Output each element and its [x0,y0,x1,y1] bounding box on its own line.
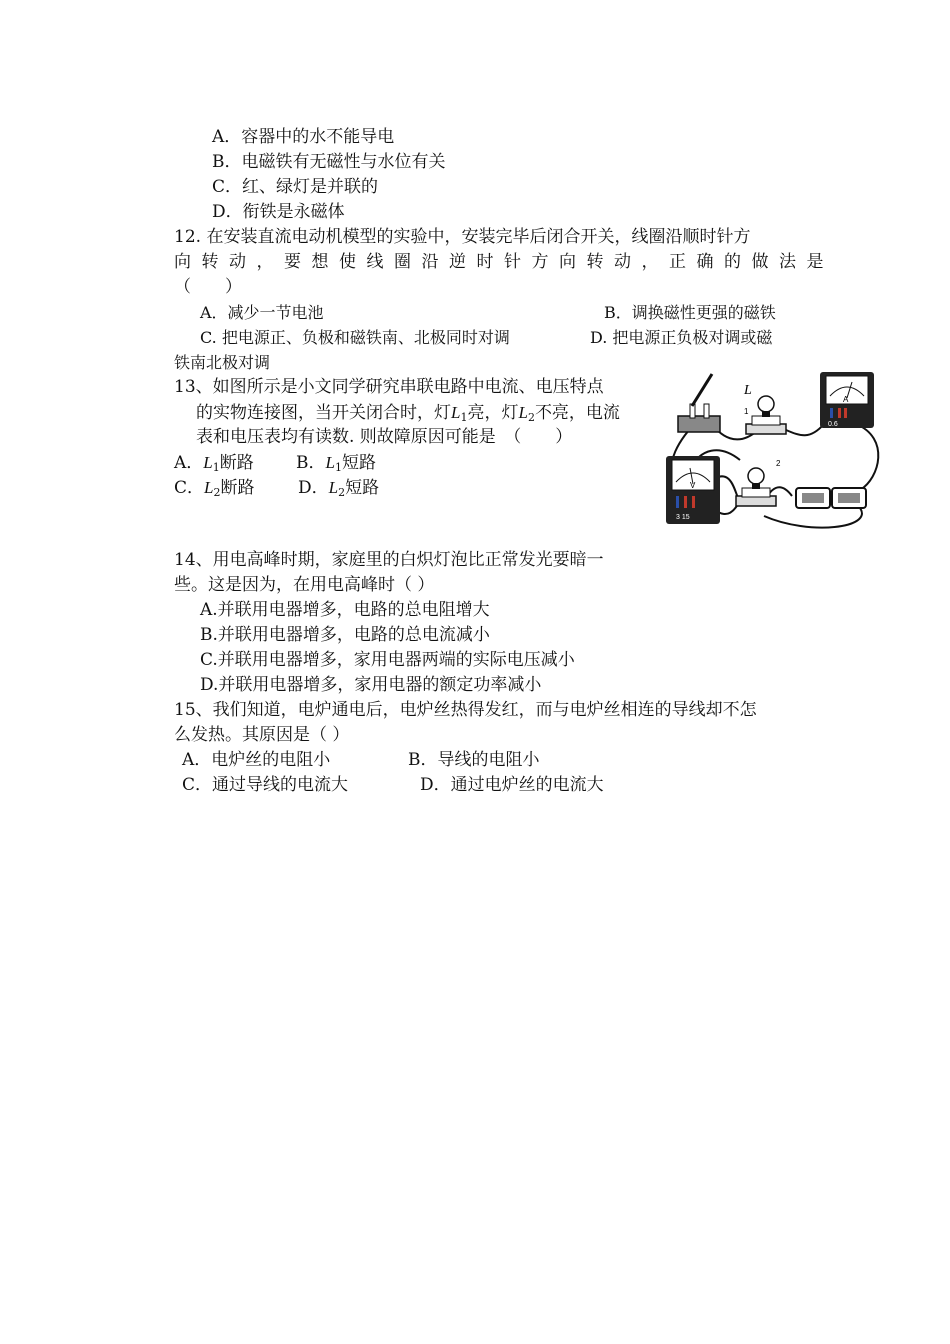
q13-option-d: D．$L_2$短路 [298,478,380,499]
lamp-label: L [744,383,752,398]
q12-option-d: D. 把电源正负极对调或磁 [590,328,773,347]
q14-option-a: A.并联用电器增多，电路的总电阻增大 [200,600,490,620]
q11-option-a: A．容器中的水不能导电 [212,127,395,147]
lamp1-number: 1 [744,407,749,416]
q12-answer-paren: （ ） [174,277,242,297]
q12-stem-line1: 12. 在安装直流电动机模型的实验中，安装完毕后闭合开关，线圈沿顺时针方 [174,227,751,247]
q14-stem-line2: 些。这是因为，在用电高峰时（ ） [174,575,435,595]
q12-option-b: B．调换磁性更强的磁铁 [604,303,776,322]
q13-stem-line3: 表和电压表均有读数. 则故障原因可能是 （ ） [196,427,573,447]
q13-stem-line2: 的实物连接图，当开关闭合时，灯$L_1$亮，灯$L_2$不亮，电流 [196,403,620,424]
q13-option-a: A．$L_1$断路 [174,453,254,474]
battery-1 [796,488,830,508]
q12-option-a: A．减少一节电池 [200,303,324,322]
lamp-2 [736,468,776,506]
ammeter-letter: A [843,395,849,404]
q15-option-c: C．通过导线的电流大 [182,775,349,795]
q14-option-d: D.并联用电器增多，家用电器的额定功率减小 [200,675,542,695]
q11-option-d: D．衔铁是永磁体 [212,202,345,222]
q15-option-b: B．导线的电阻小 [408,750,540,770]
q14-option-c: C.并联用电器增多，家用电器两端的实际电压减小 [200,650,575,670]
q11-option-b: B．电磁铁有无磁性与水位有关 [212,152,446,172]
q12-option-d-continued: 铁南北极对调 [174,353,271,372]
battery-2 [832,488,866,508]
switch [678,374,720,432]
q14-stem-line1: 14、用电高峰时期，家庭里的白炽灯泡比正常发光要暗一 [174,550,604,570]
circuit-diagram [660,368,880,540]
q15-stem-line1: 15、我们知道，电炉通电后，电炉丝热得发红，而与电炉丝相连的导线却不怎 [174,700,757,720]
q11-option-c: C．红、绿灯是并联的 [212,177,379,197]
q13-stem-line1: 13、如图所示是小文同学研究串联电路中电流、电压特点 [174,377,604,397]
voltmeter [666,456,720,524]
q13-option-b: B．$L_1$短路 [296,453,376,474]
q15-option-d: D．通过电炉丝的电流大 [420,775,604,795]
q15-option-a: A．电炉丝的电阻小 [182,750,331,770]
lamp2-number: 2 [776,459,781,468]
ammeter [820,372,874,428]
lamp-1 [746,396,786,434]
ammeter-terminal-label: 0.6 [828,421,838,428]
q14-option-b: B.并联用电器增多，电路的总电流减小 [200,625,490,645]
q12-stem-line2: 向转动，要想使线圈沿逆时针方向转动，正确的做法是 [174,252,834,272]
voltmeter-terminal-label: 3 15 [676,514,690,521]
voltmeter-letter: V [690,481,696,490]
q13-option-c: C．$L_2$断路 [174,478,255,499]
q15-stem-line2: 么发热。其原因是（ ） [174,725,350,745]
q12-option-c: C. 把电源正、负极和磁铁南、北极同时对调 [200,328,510,347]
